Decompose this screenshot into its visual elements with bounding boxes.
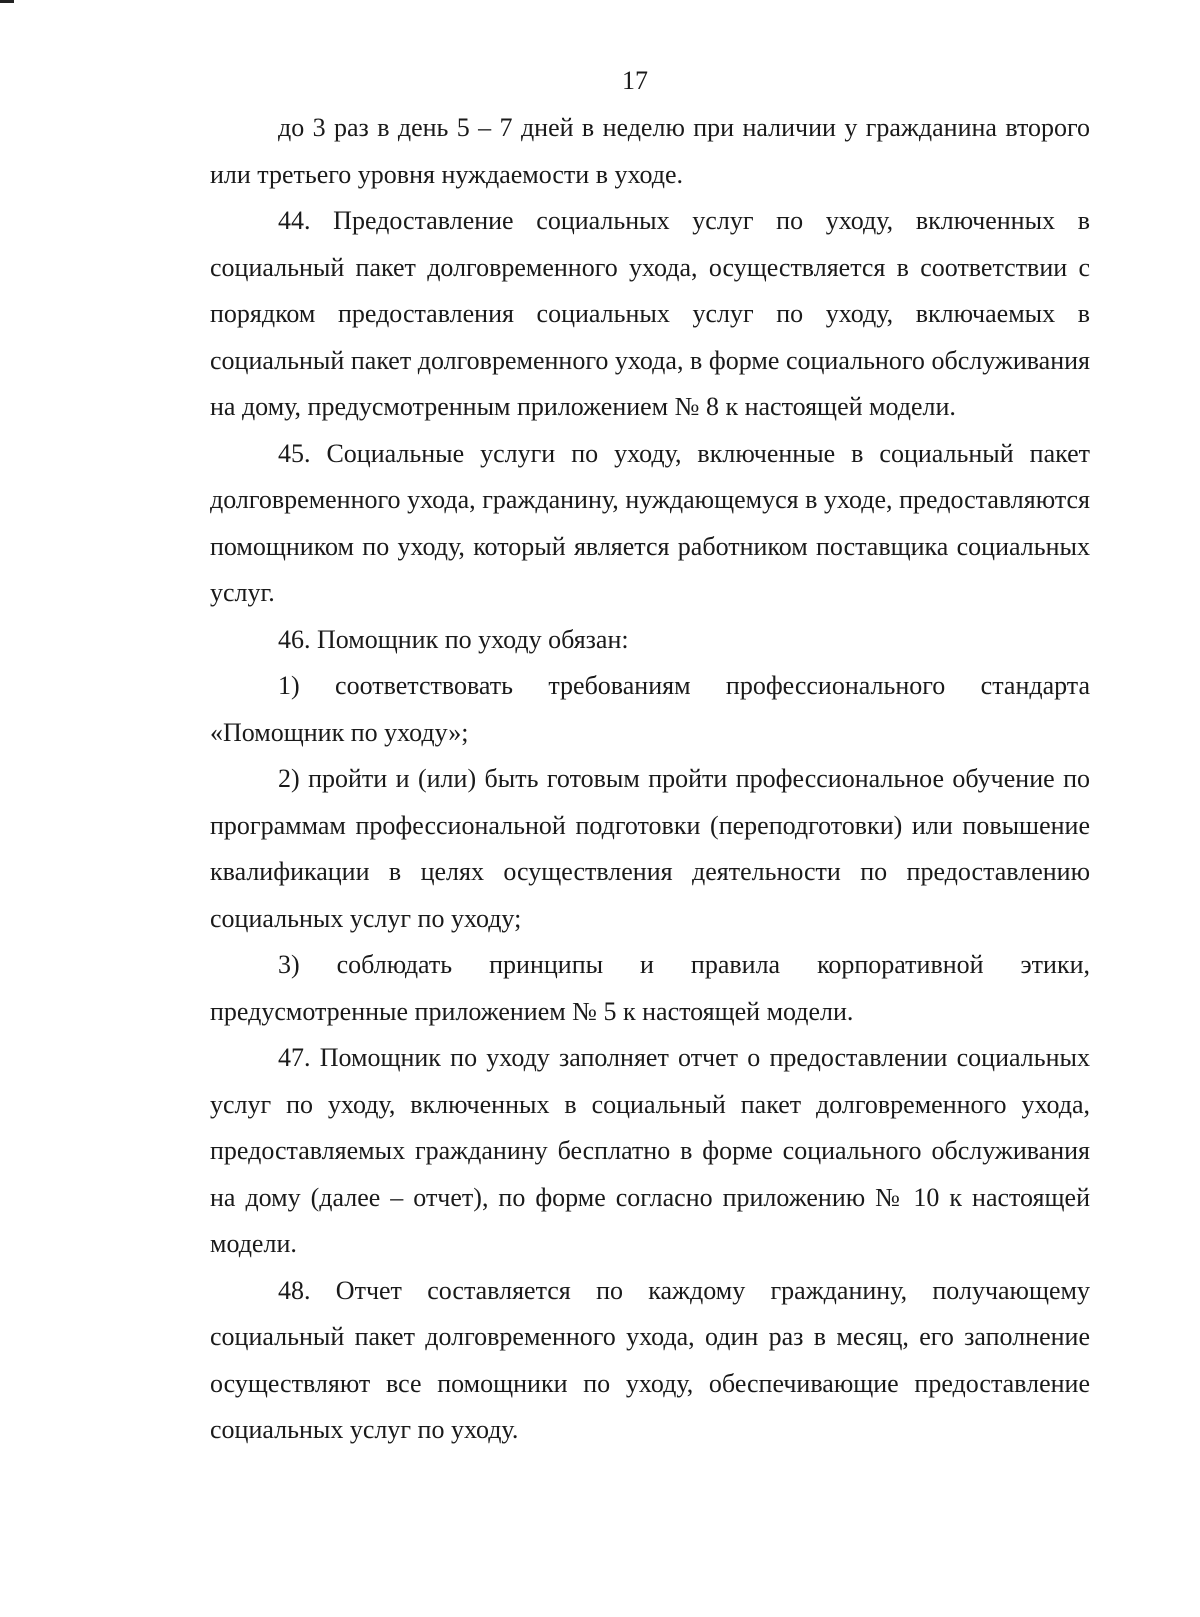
paragraph-46: 46. Помощник по уходу обязан: [278, 624, 629, 654]
scan-corner-mark [0, 0, 14, 3]
document-body [210, 105, 1090, 1454]
page-number: 17 [622, 66, 648, 95]
paragraph-47: 47. Помощник по уходу заполняет отчет о предоставлении социальных услуг по уходу, включенных в социальный пакет долговременного ухода, предоставляемых гражданину бесплатно в форме социального обслуживания на дому (далее – отчет), по форме согласно приложению № 10 к настоящей модели. [210, 1043, 1090, 1258]
paragraph-continuation: до 3 раз в день 5 – 7 дней в неделю при наличии у гражданина второго или третьего уровня нуждаемости в уходе. [210, 113, 1090, 189]
paragraph-45: 45. Социальные услуги по уходу, включенные в социальный пакет долговременного ухода, гражданину, нуждающемуся в уходе, предоставляются помощником по уходу, который является работником поставщика социальных услуг. [210, 438, 1090, 607]
paragraph-46-item-1: 1) соответствовать требованиям профессионального стандарта «Помощник по уходу»; [210, 671, 1090, 747]
paragraph-46-item-3: 3) соблюдать принципы и правила корпоративной этики, предусмотренные приложением № 5 к настоящей модели. [210, 950, 1090, 1026]
paragraph-46-item-2: 2) пройти и (или) быть готовым пройти профессиональное обучение по программам профессиональной подготовки (переподготовки) или повышение квалификации в целях осуществления деятельности по предоставлению социальных услуг по уходу; [210, 764, 1090, 933]
paragraph-48: 48. Отчет составляется по каждому гражданину, получающему социальный пакет долговременного ухода, один раз в месяц, его заполнение осуществляют все помощники по уходу, обеспечивающие предоставление социальных услуг по уходу. [210, 1275, 1090, 1444]
paragraph-44: 44. Предоставление социальных услуг по уходу, включенных в социальный пакет долговременного ухода, осуществляется в соответствии с порядком предоставления социальных услуг по уходу, включаемых в социальный пакет долговременного ухода, в форме социального обслуживания на дому, предусмотренным приложением № 8 к настоящей модели. [210, 206, 1090, 421]
